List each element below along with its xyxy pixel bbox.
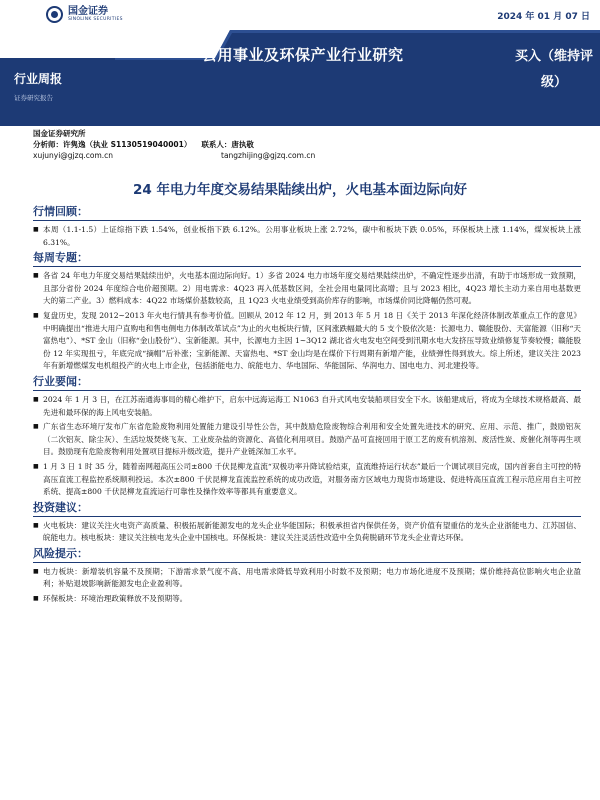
bullet-item: ■ 电力板块：新增装机容量不及预期；下游需求景气度不高、用电需求降低导致利用小时数不及预期；电力市场化进度不及预期；煤价维持高位影响火电企业盈利；补贴退坡影响新能源发电企业盈利等。 (33, 566, 581, 591)
section-heading: 风险提示： (33, 547, 581, 563)
section-market-review (33, 205, 581, 249)
section-heading: 每周专题： (33, 251, 581, 267)
logo-mark-icon (46, 6, 63, 23)
title-band (115, 30, 600, 126)
bullet-item: ■ 本周（1.1-1.5）上证综指下跌 1.54%，创业板指下跌 6.12%。公用事业板块上涨 2.72%，碳中和板块下跌 0.05%，环保板块上涨 1.14%，煤炭板块上涨 6.31%。 (33, 224, 581, 249)
bullet-item: ■ 环保板块：环境治理政策释放不及预期等。 (33, 593, 581, 606)
research-institute: 国金证券研究所 (33, 129, 86, 138)
bullet-item: ■ 复盘历史，发现 2012~2013 年火电行情具有参考价值。回顾从 2012 年 12 月，到 2013 年 5 月 18 日《关于 2013 年深化经济体制改革重点工作的意见》中明确提出“推进大用户直购电和售电侧电力体制改革试点”为止的火电板块行情，区间涨跌幅最大的 5 支个股依次是：长源电力、赣能股份、天富能源（旧称“天富热电”）、*ST 金山（旧称“金山股份”）、宝新能源。其中，长源电力主因 1~3Q12 湖北省火电发电空间受到汛期水电大发挤压导致业绩修复节奏较慢；赣能股份 12 年实现扭亏，年底完成“摘帽”后补涨；宝新能源、天富热电、*ST 金山均是在煤价下行周期有新增产能，业绩弹性得到放大。综上所述，建议关注 2023 年有新增燃煤发电机组投产的火电上市企业，包括浙能电力、皖能电力、华电国际、华能国际、华润电力、国电电力、河北建投等。 (33, 310, 581, 373)
section-risk-warning (33, 547, 581, 606)
bullet-item: ■ 各省 24 年电力年度交易结果陆续出炉，火电基本面边际向好。1）多省 2024 电力市场年度交易结果陆续出炉，不确定性逐步出清，有助于市场形成一致预期，且部分省份 2024 年度综合电价超预期。2）用电需求：4Q23 再入低基数区间，全社会用电量同比高增；且与 2023 相比，4Q23 增长主动力来自用电基数更大的第二产业。3）燃料成本：4Q22 市场煤价基数较高，且 1Q23 火电业绩受到高价库存的影响，市场煤价同比降幅仍然可观。 (33, 270, 581, 308)
company-logo (46, 4, 123, 24)
section-industry-news (33, 375, 581, 499)
report-body (33, 205, 581, 608)
report-type: 行业周报 (14, 72, 63, 86)
bullet-item: ■ 1 月 3 日 1 时 35 分，随着南网超高压公司±800 千伏昆柳龙直流“双极功率升降试验结束，直流维持运行状态”最后一个调试项目完成，国内首套自主可控的特高压直流工程监控系统顺利投运。本次±800 千伏昆柳龙直流监控系统的成功改造，对服务南方区域电力现货市场建设、促进特高压直流工程示范应用自主可控系统、提高±800 千伏昆柳龙直流运行可靠性及操作效率等都具有重要意义。 (33, 461, 581, 499)
section-investment-advice (33, 501, 581, 545)
analyst-email[interactable]: xujunyi@gjzq.com.cn (33, 151, 114, 160)
bullet-item: ■ 2024 年 1 月 3 日，在江苏南通海事局的精心维护下，启东中远海运海工 N1063 自升式风电安装船项目安全下水。该船建成后，将成为全球技术规格最高、最先进和最环保的海上风电安装船。 (33, 394, 581, 419)
report-headline: 24 年电力年度交易结果陆续出炉，火电基本面边际向好 (133, 182, 467, 198)
logo-english-name: SINOLINK SECURITIES (68, 16, 123, 22)
section-weekly-topic (33, 251, 581, 373)
bullet-item: ■ 火电板块：建议关注火电资产高质量、积极拓展新能源发电的龙头企业华能国际；积极承担省内保供任务，资产价值有望重估的龙头企业浙能电力、江苏国信、皖能电力。核电板块：建议关注核电龙头企业中国核电。环保板块：建议关注灵活性改造中全负荷脱硝环节龙头企业青达环保。 (33, 520, 581, 545)
rating-label: 买入（维持评级） (514, 49, 593, 90)
report-subtype: 证券研究报告 (14, 94, 53, 102)
industry-title: 公用事业及环保产业行业研究 (202, 46, 404, 64)
logo-chinese-name: 国金证券 (68, 5, 108, 17)
bullet-item: ■ 广东省生态环境厅发布广东省危险废物利用处置能力建设引导性公告，其中鼓励危险废物综合利用和安全处置先进技术的研究、应用、示范、推广，鼓励铝灰（二次铝灰、除尘灰）、生活垃圾焚烧飞灰、工业废杂盐的资源化、高值化利用项目。鼓励产品可直接回用于原工艺的废有机溶剂、废活性炭、废催化剂等再生项目。鼓励现有危险废物利用处置项目提标升级改造，提升产业链深加工水平。 (33, 421, 581, 459)
report-header (0, 0, 600, 126)
section-heading: 行业要闻： (33, 375, 581, 391)
analyst-name: 分析师：许隽逸（执业 S1130519040001） (33, 140, 192, 149)
section-heading: 行情回顾： (33, 205, 581, 221)
contact-email[interactable]: tangzhijing@gjzq.com.cn (221, 151, 316, 160)
report-type-panel (0, 58, 115, 126)
section-heading: 投资建议： (33, 501, 581, 517)
contact-name: 联系人：唐执敬 (201, 140, 254, 149)
author-info (33, 128, 573, 161)
report-date: 2024 年 01 月 07 日 (497, 12, 590, 22)
